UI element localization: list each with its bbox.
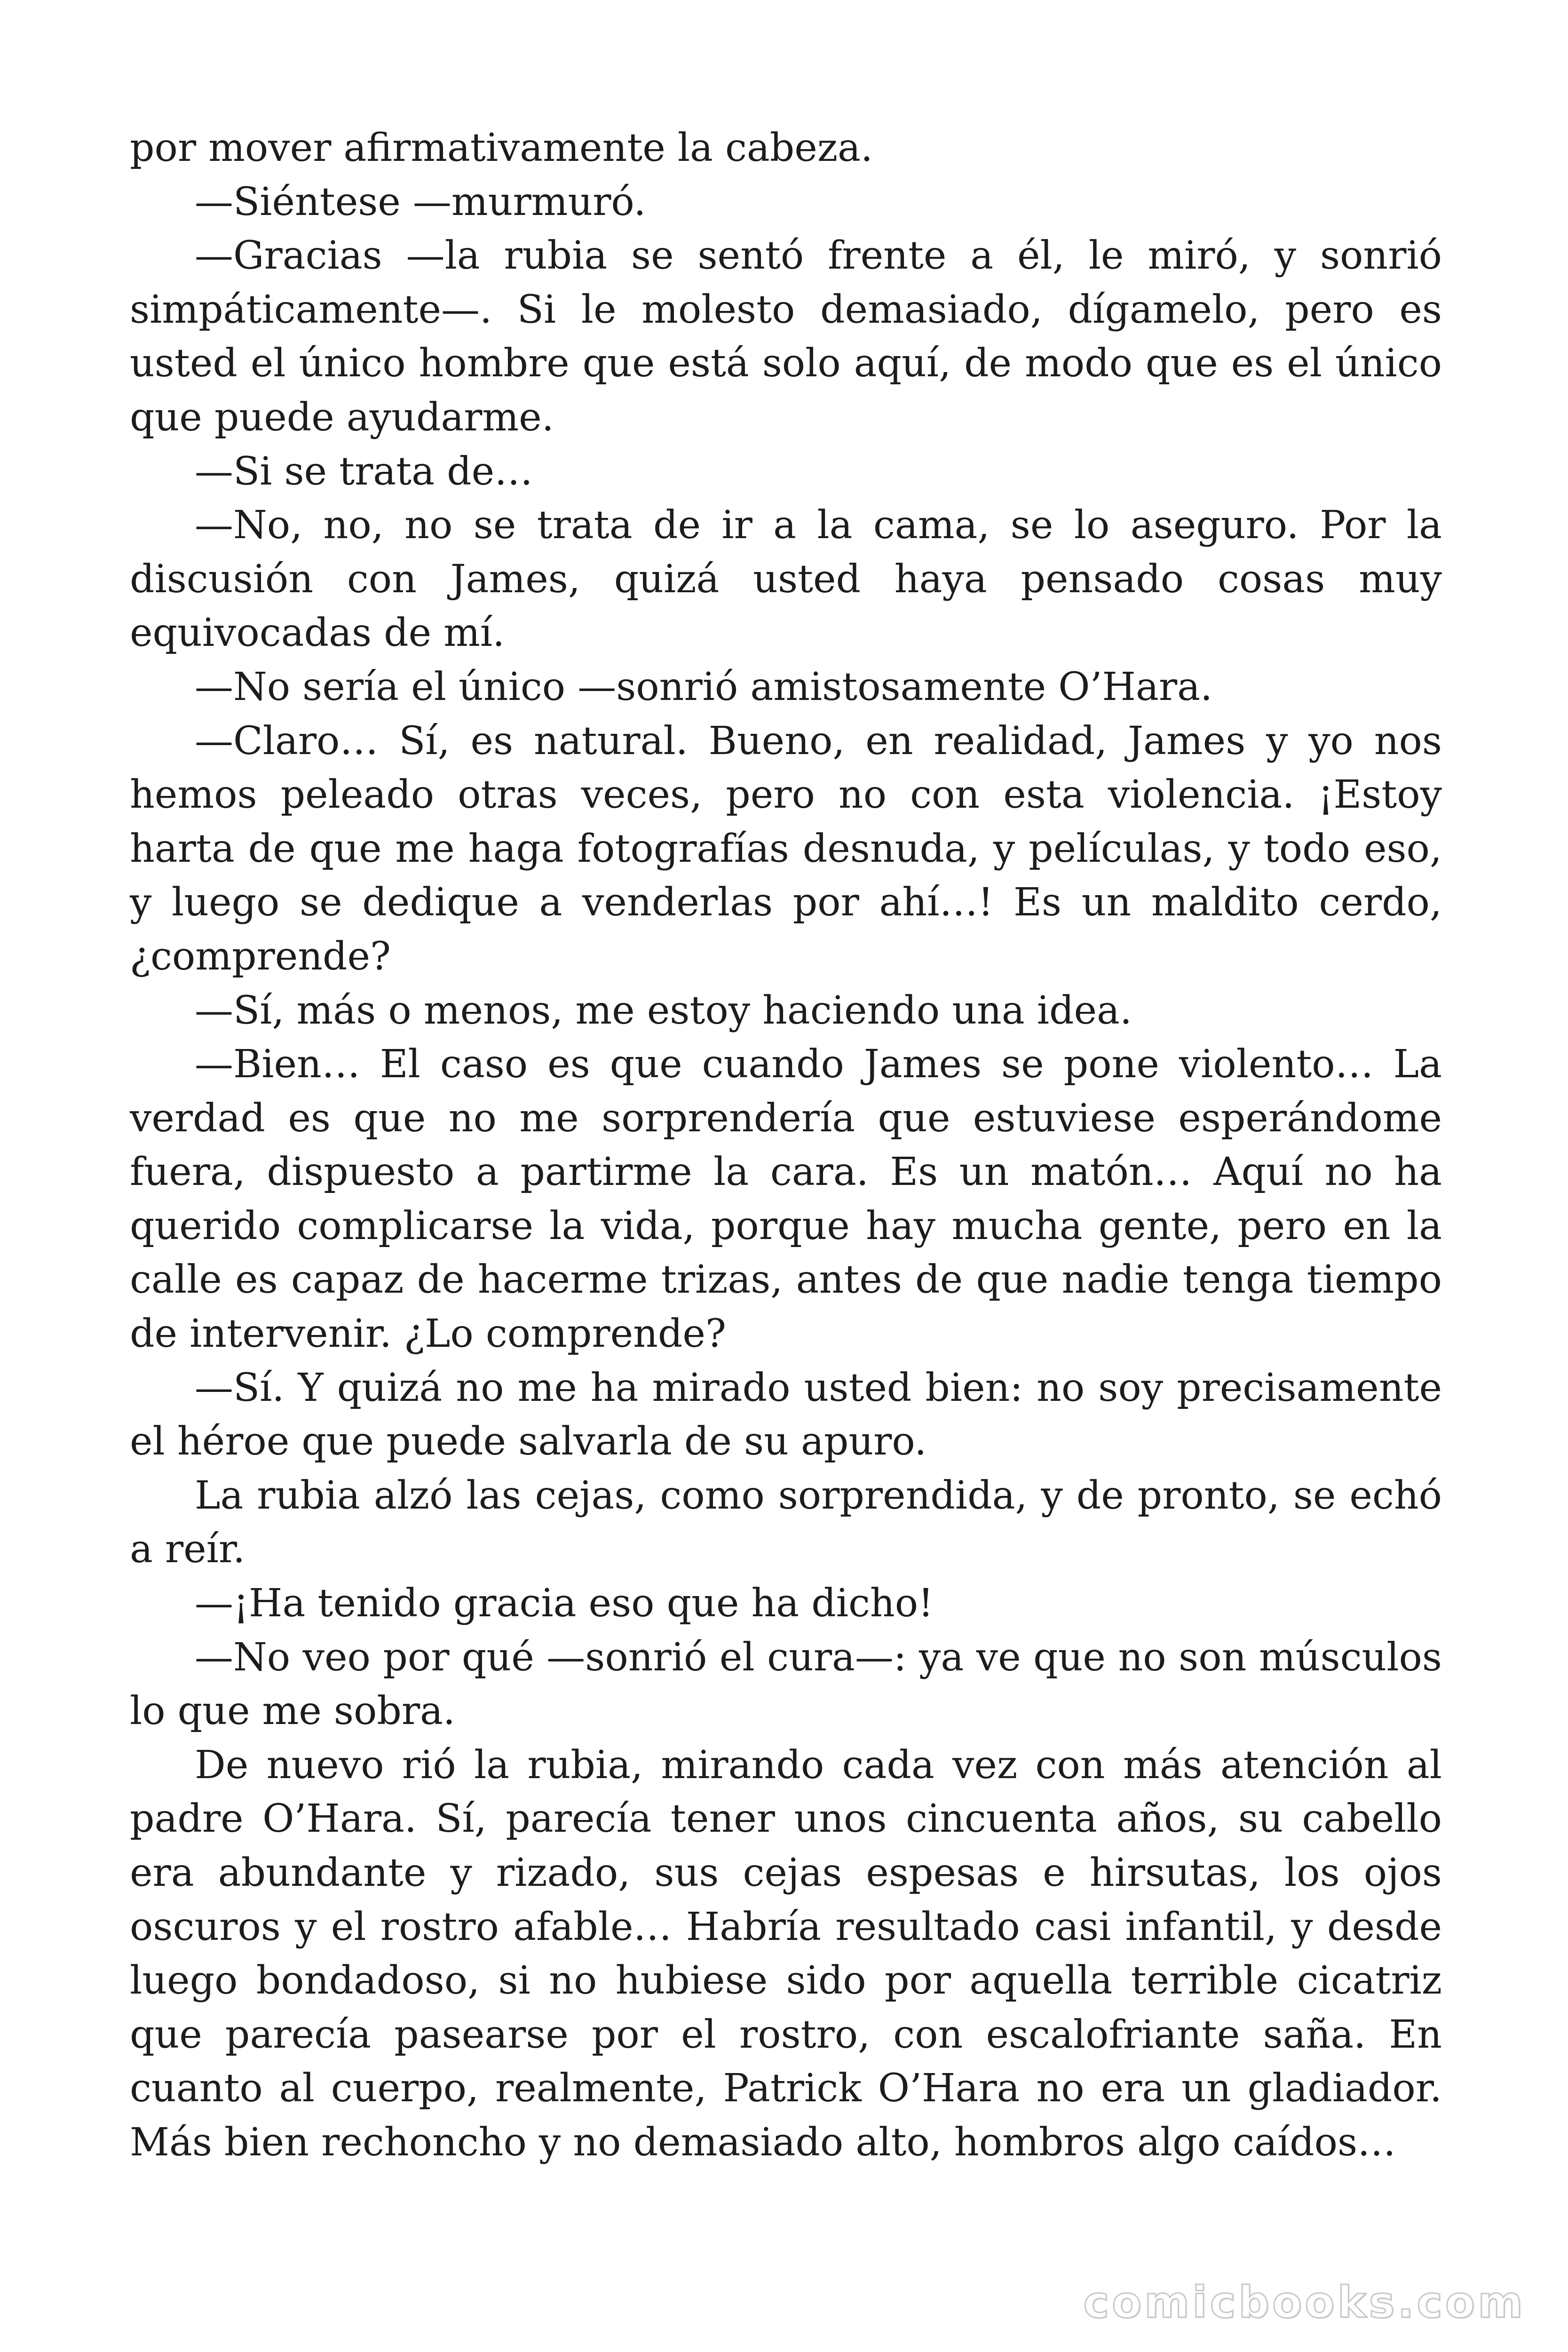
paragraph: —Bien… El caso es que cuando James se pone violento… La verdad es que no me sorprendería que estuviese esperándome fuera, dispuesto a partirme la cara. Es un matón… Aquí no ha querido complicarse la vida, porque hay mucha gente, pero en la calle es capaz de hacerme trizas, antes de que nadie tenga tiempo de intervenir. ¿Lo comprende? [130, 1042, 1442, 1357]
paragraph: —Sí. Y quizá no me ha mirado usted bien: no soy precisamente el héroe que puede salvarla de su apuro. [130, 1365, 1442, 1464]
paragraph: —Gracias —la rubia se sentó frente a él, le miró, y sonrió simpáticamente—. Si le molesto demasiado, dígamelo, pero es usted el único hombre que está solo aquí, de modo que es el único que puede ayudarme. [130, 233, 1442, 440]
paragraph: —No sería el único —sonrió amistosamente O’Hara. [195, 664, 1213, 709]
paragraph: —Siéntese —murmuró. [195, 179, 646, 224]
paragraph: —No veo por qué —sonrió el cura—: ya ve que no son músculos lo que me sobra. [130, 1635, 1442, 1734]
paragraph-continuation: por mover afirmativamente la cabeza. [130, 126, 873, 170]
watermark: comicbooks.com [1083, 2277, 1526, 2328]
paragraph: De nuevo rió la rubia, mirando cada vez con más atención al padre O’Hara. Sí, parecía tener unos cincuenta años, su cabello era abundante y rizado, sus cejas espesas e hirsutas, los ojos oscuros y el rostro afable… Habría resultado casi infantil, y desde luego bondadoso, si no hubiese sido por aquella terrible cicatriz que parecía pasearse por el rostro, con escalofriante saña. En cuanto al cuerpo, realmente, Patrick O’Hara no era un gladiador. Más bien rechoncho y no demasiado alto, hombros algo caídos… [130, 1742, 1442, 2165]
body-text [130, 121, 1442, 2170]
paragraph: —Si se trata de… [195, 449, 533, 494]
paragraph: —¡Ha tenido gracia eso que ha dicho! [195, 1581, 934, 1626]
paragraph: —Claro… Sí, es natural. Bueno, en realidad, James y yo nos hemos peleado otras veces, pero no con esta violencia. ¡Estoy harta de que me haga fotografías desnuda, y películas, y todo eso, y luego se dedique a venderlas por ahí…! Es un maldito cerdo, ¿comprende? [130, 718, 1442, 979]
paragraph: —Sí, más o menos, me estoy haciendo una idea. [195, 988, 1132, 1033]
paragraph: La rubia alzó las cejas, como sorprendida, y de pronto, se echó a reír. [130, 1473, 1442, 1572]
paragraph: —No, no, no se trata de ir a la cama, se lo aseguro. Por la discusión con James, quizá usted haya pensado cosas muy equivocadas de mí. [130, 503, 1442, 656]
